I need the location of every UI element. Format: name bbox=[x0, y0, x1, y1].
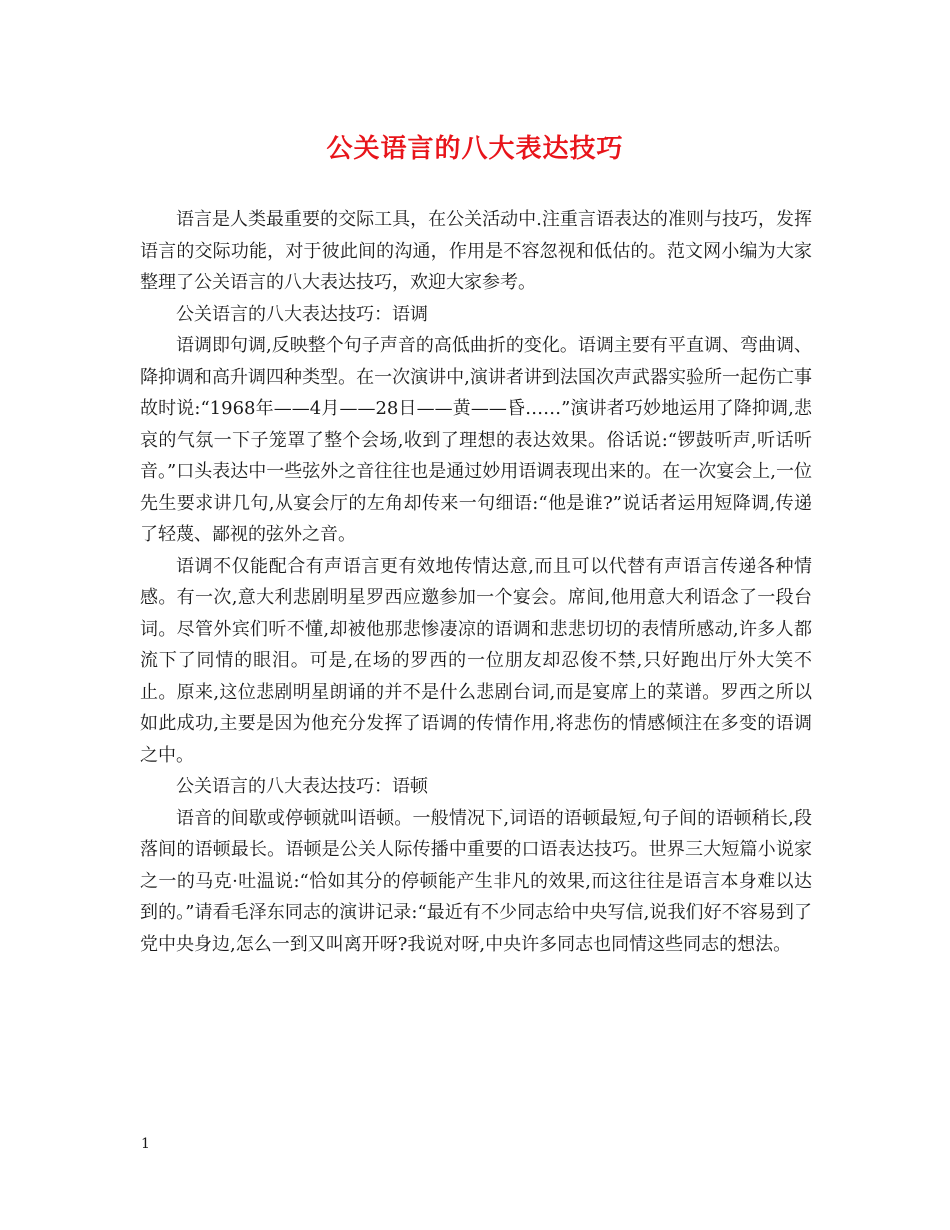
paragraph-intro: 语言是人类最重要的交际工具，在公关活动中.注重言语表达的准则与技巧，发挥语言的交际功能，对于彼此间的沟通，作用是不容忽视和低估的。范文网小编为大家整理了公关语言的八大表达技巧，欢迎大家参考。 bbox=[140, 209, 812, 293]
page-number: 1 bbox=[141, 1136, 150, 1152]
section-heading-intonation: 公关语言的八大表达技巧：语调 bbox=[176, 303, 428, 325]
document-body bbox=[140, 204, 812, 960]
paragraph-intonation-2: 语调不仅能配合有声语言更有效地传情达意,而且可以代替有声语言传递各种情感。有一次,意大利悲剧明星罗西应邀参加一个宴会。席间,他用意大利语念了一段台词。尽管外宾们听不懂,却被他那悲惨凄凉的语调和悲悲切切的表情所感动,许多人都流下了同情的眼泪。可是,在场的罗西的一位朋友却忍俊不禁,只好跑出厅外大笑不止。原来,这位悲剧明星朗诵的并不是什么悲剧台词,而是宴席上的菜谱。罗西之所以如此成功,主要是因为他充分发挥了语调的传情作用,将悲伤的情感倾注在多变的语调之中。 bbox=[140, 555, 812, 766]
document-title: 公关语言的八大表达技巧 bbox=[326, 134, 624, 164]
section-heading-pause: 公关语言的八大表达技巧：语顿 bbox=[176, 776, 428, 797]
paragraph-pause-1: 语音的间歇或停顿就叫语顿。一般情况下,词语的语顿最短,句子间的语顿稍长,段落间的语顿最长。语顿是公关人际传播中重要的口语表达技巧。世界三大短篇小说家之一的马克·吐温说:“恰如其分的停顿能产生非凡的效果,而这往往是语言本身难以达到的。”请看毛泽东同志的演讲记录:“最近有不少同志给中央写信,说我们好不容易到了党中央身边,怎么一到又叫离开呀?我说对呀,中央许多同志也同情这些同志的想法。 bbox=[140, 807, 812, 955]
paragraph-intonation-1: 语调即句调,反映整个句子声音的高低曲折的变化。语调主要有平直调、弯曲调、降抑调和高升调四种类型。在一次演讲中,演讲者讲到法国次声武器实验所一起伤亡事故时说:“1968年——4月——28日——黄——昏……”演讲者巧妙地运用了降抑调,悲哀的气氛一下子笼罩了整个会场,收到了理想的表达效果。俗话说:“锣鼓听声,听话听音。”口头表达中一些弦外之音往往也是通过妙用语调表现出来的。在一次宴会上,一位先生要求讲几句,从宴会厅的左角却传来一句细语:“他是谁?”说话者运用短降调,传递了轻蔑、鄙视的弦外之音。 bbox=[140, 335, 812, 545]
